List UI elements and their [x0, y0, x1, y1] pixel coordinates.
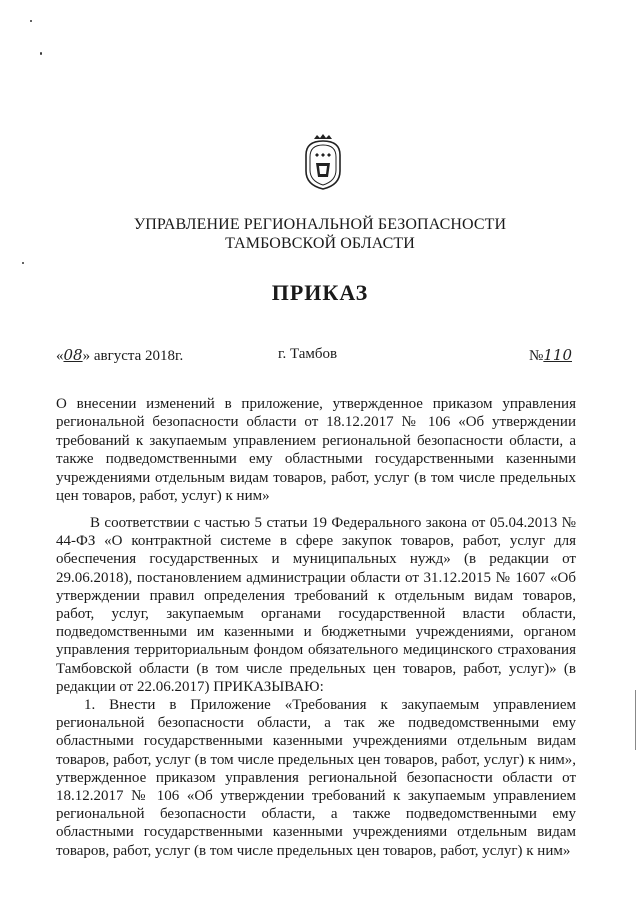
agency-name — [0, 215, 640, 253]
document-body — [56, 514, 576, 860]
scan-speck — [40, 52, 42, 55]
document-meta — [56, 346, 572, 368]
number-handwritten: 110 — [543, 346, 572, 364]
body-preamble: В соответствии с частью 5 статьи 19 Федерального закона от 05.04.2013 № 44-ФЗ «О контрактной системе в сфере закупок товаров, работ, услуг для обеспечения государственных и муниципальных нужд» (в редакции от 29.06.2018), постановлением администрации области от 31.12.2015 № 1607 «Об утверждении правил определения требований к отдельным видам товаров, работ, услуг, закупаемым органами государственной власти области, подведомственными им казенными и бюджетными учреждениями, органом управления территориальным фондом обязательного медицинского страхования Тамбовской области (в том числе предельных цен товаров, работ, услуг)» (в редакции от 22.06.2017) ПРИКАЗЫВАЮ: — [56, 515, 576, 695]
tambov-coat-of-arms-icon — [300, 133, 346, 191]
date-day-handwritten: 08 — [63, 346, 83, 364]
agency-line-1: УПРАВЛЕНИЕ РЕГИОНАЛЬНОЙ БЕЗОПАСНОСТИ — [133, 216, 507, 233]
body-item-1: 1. Внести в Приложение «Требования к закупаемым управлением региональной безопасности области, а так же подведомственными ему областными государственными казенными учреждениями отдельным видам товаров, работ, услуг (в том числе предельных цен товаров, работ, услуг) к ним», утвержденное приказом управления региональной безопасности области от 18.12.2017 № 106 «Об утверждении требований к закупаемым управлением региональной безопасности области, а также подведомственными ему областными государственными казенными учреждениями отдельным видам товаров, работ, услуг (в том числе предельных цен товаров, работ, услуг) к ним» — [56, 697, 576, 859]
document-subject: О внесении изменений в приложение, утвержденное приказом управления региональной безопасности области от 18.12.2017 № 106 «Об утверждении требований к закупаемым управлением региональной безопасности области, а также подведомственными ему областными государственными казенными учреждениями отдельным видам товаров, работ, услуг (в том числе предельных цен товаров, работ, услуг) к ним» — [56, 396, 576, 505]
number-sign: № — [529, 348, 544, 364]
document-title: ПРИКАЗ — [271, 280, 369, 305]
document-number — [529, 346, 572, 365]
scan-edge-line — [635, 690, 636, 750]
scan-speck — [22, 262, 24, 264]
scan-speck — [30, 20, 32, 22]
date-open-quote: « — [56, 348, 64, 364]
date-rest: » августа 2018г. — [82, 348, 184, 364]
agency-line-2: ТАМБОВСКОЙ ОБЛАСТИ — [225, 235, 415, 252]
document-city: г. Тамбов — [278, 346, 338, 362]
document-date — [56, 346, 183, 365]
